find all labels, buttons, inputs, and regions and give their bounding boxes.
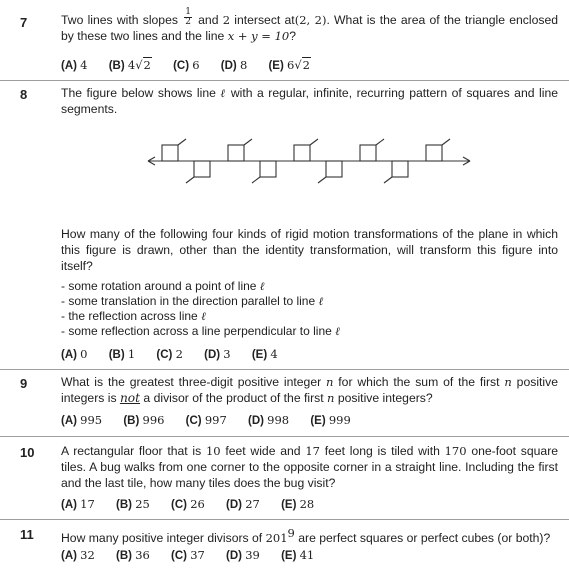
list-item: - some translation in the direction parallel to line ℓ (61, 294, 324, 308)
choice-c[interactable]: (C) 6 (173, 58, 200, 72)
fraction: $\frac{1}{2}$ (185, 7, 191, 28)
choice-d[interactable]: (D) 998 (247, 413, 290, 427)
answer-choices (61, 58, 329, 72)
answer-choices (61, 548, 332, 562)
arrow-left-icon (148, 157, 155, 161)
square-above (426, 145, 442, 161)
problem-stem: Two lines with slopes $\frac{1}{2}$ and 2 intersect at(2, 2). What is the area of the triangle enclosed by these two lines and the line x + y = 10? (61, 7, 558, 43)
choice-d[interactable]: (D) 3 (204, 347, 231, 361)
choice-d[interactable]: (D) 39 (226, 548, 260, 562)
list-item: - the reflection across line ℓ (61, 309, 206, 323)
choice-c[interactable]: (C) 37 (171, 548, 205, 562)
square-below (260, 161, 276, 177)
choice-a[interactable]: (A) 32 (61, 548, 95, 562)
choice-e[interactable]: (E) 28 (281, 497, 315, 511)
problem-number: 7 (20, 15, 28, 30)
choice-e[interactable]: (E) 6√2 (268, 58, 310, 72)
square-above (162, 145, 178, 161)
choice-c[interactable]: (C) 26 (171, 497, 205, 511)
problem-number: 10 (20, 445, 35, 460)
choice-a[interactable]: (A) 17 (61, 497, 95, 511)
separator (0, 436, 569, 437)
answer-choices (61, 347, 296, 361)
arrow-left-icon (148, 161, 155, 165)
choice-b[interactable]: (B) 25 (116, 497, 150, 511)
answer-choices (61, 497, 332, 511)
square-below (392, 161, 408, 177)
segment (310, 139, 318, 145)
choice-b[interactable]: (B) 996 (123, 413, 165, 427)
segment (244, 139, 252, 145)
segment (442, 139, 450, 145)
list-item: - some reflection across a line perpendicular to line ℓ (61, 324, 340, 338)
problem-stem: The figure below shows line ℓ with a regular, infinite, recurring pattern of squares and line segments. (61, 86, 558, 116)
answer-choices (61, 413, 369, 427)
choice-a[interactable]: (A) 995 (61, 413, 103, 427)
square-below (326, 161, 342, 177)
separator (0, 80, 569, 81)
problem-stem: What is the greatest three-digit positive integer n for which the sum of the first n positive integers is not a divisor of the product of the first n positive integers? (61, 375, 558, 405)
separator (0, 369, 569, 370)
choice-b[interactable]: (B) 4√2 (108, 58, 151, 72)
problem-stem: How many positive integer divisors of $201^9$ are perfect squares or perfect cubes (or both)? (61, 526, 551, 546)
segment (384, 177, 392, 183)
problem-number: 11 (20, 527, 34, 542)
choice-c[interactable]: (C) 2 (156, 347, 183, 361)
pattern-figure (0, 130, 569, 210)
choice-c[interactable]: (C) 997 (185, 413, 227, 427)
segment (186, 177, 194, 183)
choice-b[interactable]: (B) 1 (108, 347, 136, 361)
choice-a[interactable]: (A) 4 (61, 58, 88, 72)
square-below (194, 161, 210, 177)
choice-b[interactable]: (B) 36 (116, 548, 150, 562)
transformation-list (61, 279, 340, 339)
choice-d[interactable]: (D) 27 (226, 497, 260, 511)
list-item: - some rotation around a point of line ℓ (61, 279, 265, 293)
question-text: How many of the following four kinds of rigid motion transformations of the plane in which this figure is drawn, other than the identity transformation, will transform this figure into itself? (61, 227, 558, 273)
choice-a[interactable]: (A) 0 (61, 347, 88, 361)
problem-number: 9 (20, 376, 28, 391)
segment (178, 139, 186, 145)
arrow-right-icon (463, 161, 470, 165)
problem-number: 8 (20, 87, 28, 102)
problem-stem: A rectangular floor that is 10 feet wide and 17 feet long is tiled with 170 one-foot square tiles. A bug walks from one corner to the opposite corner in a straight line. Including the first and the last tile, how many tiles does the bug visit? (61, 444, 559, 490)
square-above (294, 145, 310, 161)
segment (376, 139, 384, 145)
separator (0, 519, 569, 520)
choice-d[interactable]: (D) 8 (220, 58, 248, 72)
choice-e[interactable]: (E) 4 (251, 347, 278, 361)
segment (252, 177, 260, 183)
arrow-right-icon (463, 157, 470, 161)
square-above (228, 145, 244, 161)
segment (318, 177, 326, 183)
choice-e[interactable]: (E) 999 (310, 413, 351, 427)
choice-e[interactable]: (E) 41 (281, 548, 315, 562)
square-above (360, 145, 376, 161)
